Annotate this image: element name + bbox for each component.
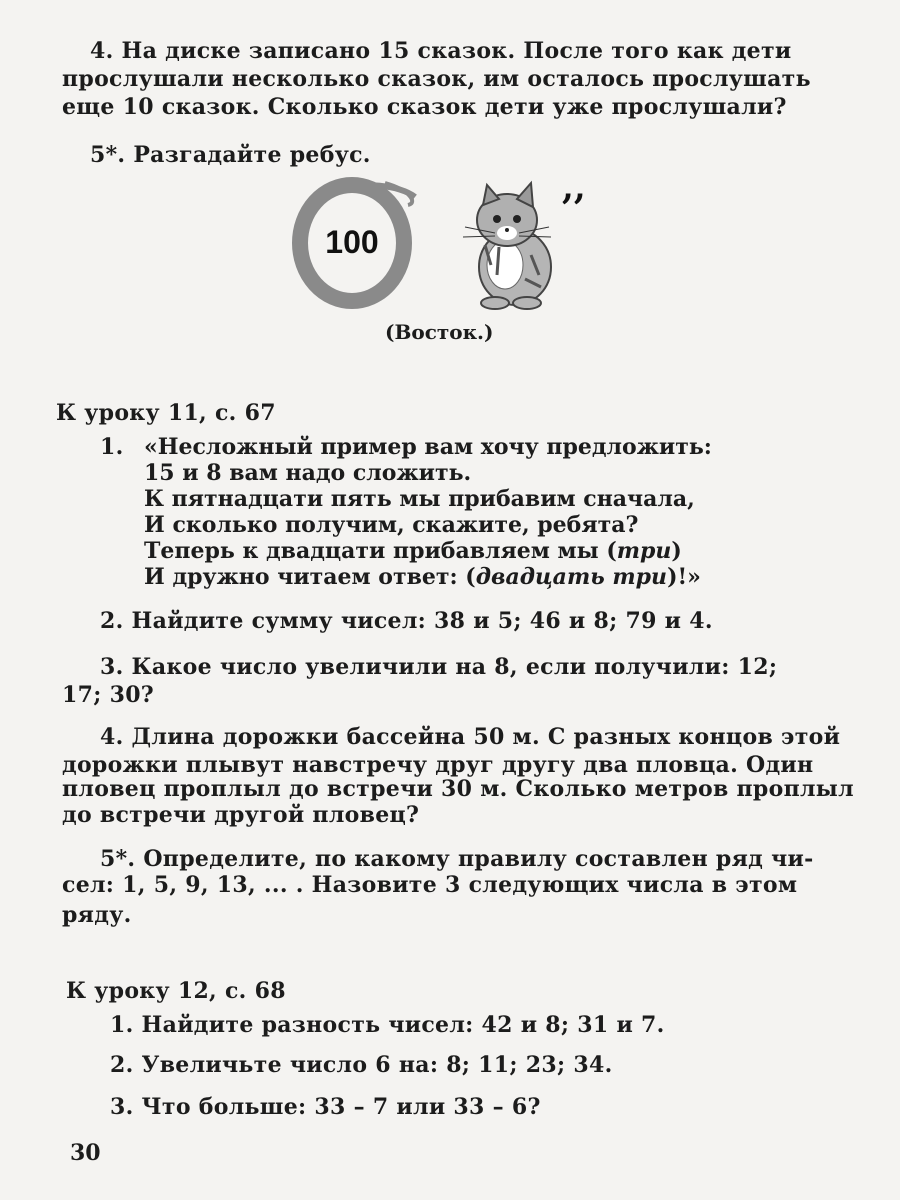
rebus-number: 100 [325,224,379,260]
lesson-11-problem-5-line-2: сел: 1, 5, 9, 13, ... . Назовите 3 следующих числа в этом [62,872,798,898]
rebus-commas: ,, [562,175,586,208]
lesson-12-problem-1 [110,1010,665,1040]
problem-text: Длина дорожки бассейна 50 м. С разных концов этой [131,724,841,750]
problem-text: Какое число увеличили на 8, если получили: 12; [131,654,778,680]
page-number: 30 [70,1140,101,1166]
lesson-11-problem-4-line-4: до встречи другой пловец? [62,802,420,828]
lesson-11-problem-4-line-3: пловец проплыл до встречи 30 м. Сколько метров проплыл [62,776,854,802]
lesson-11-problem-4-line-2: дорожки плывут навстречу друг другу два пловца. Один [62,752,814,778]
verse-line: «Несложный пример вам хочу предложить: [144,434,712,460]
problem-number: 1. [110,1012,134,1038]
lesson-11-problem-1-verse [144,434,712,590]
verse-line: 15 и 8 вам надо сложить. [144,460,472,486]
lesson-12-problem-3 [110,1092,541,1122]
verse-line [144,538,712,564]
verse-text: Теперь к двадцати прибавляем мы ( [144,538,617,564]
lesson-11-problem-3-line-2: 17; 30? [62,682,155,708]
problem-4-line-1 [90,36,792,66]
lesson-11-problem-4-line-1 [100,722,840,752]
lesson-12-problem-2 [110,1050,613,1080]
problem-text: Найдите сумму чисел: 38 и 5; 46 и 8; 79 и 4. [131,608,713,634]
verse-emphasis: три [616,538,672,564]
problem-text: Что больше: 33 – 7 или 33 – 6? [141,1094,541,1120]
problem-4-line-2: прослушали несколько сказок, им осталось прослушать [62,66,811,92]
problem-number: 3. [100,654,124,680]
lesson-11-problem-1-number: 1. [100,434,124,460]
verse-line: К пятнадцати пять мы прибавим сначала, [144,486,695,512]
problem-number: 2. [100,608,124,634]
problem-number: 5*. [100,846,136,872]
cat-icon [463,183,551,309]
lesson-11-problem-5-line-3: ряду. [62,902,132,928]
verse-emphasis: двадцать три [475,564,668,590]
verse-line [144,564,712,590]
problem-number: 4. [100,724,124,750]
lesson-11-problem-2 [100,606,713,636]
lesson-11-problem-3-line-1 [100,652,777,682]
problem-text: Найдите разность чисел: 42 и 8; 31 и 7. [141,1012,665,1038]
problem-text: Увеличьте число 6 на: 8; 11; 23; 34. [141,1052,613,1078]
problem-number: 5*. [90,142,126,168]
problem-text: На диске записано 15 сказок. После того как дети [121,38,792,64]
problem-4-line-3: еще 10 сказок. Сколько сказок дети уже прослушали? [62,94,787,120]
verse-text: И дружно читаем ответ: ( [144,564,476,590]
lesson-11-heading: К уроку 11, с. 67 [56,400,276,426]
lesson-12-heading: К уроку 12, с. 68 [66,978,286,1004]
problem-number: 3. [110,1094,134,1120]
problem-number: 4. [90,38,114,64]
rebus-illustration [290,175,590,315]
problem-text: Разгадайте ребус. [133,142,371,168]
verse-text: )!» [667,564,701,590]
verse-line: И сколько получим, скажите, ребята? [144,512,639,538]
rebus-answer: (Восток.) [385,320,494,344]
problem-number: 2. [110,1052,134,1078]
problem-text: Определите, по какому правилу составлен ряд чи- [143,846,814,872]
verse-text: ) [671,538,682,564]
problem-5-rebus-prompt [90,140,371,170]
